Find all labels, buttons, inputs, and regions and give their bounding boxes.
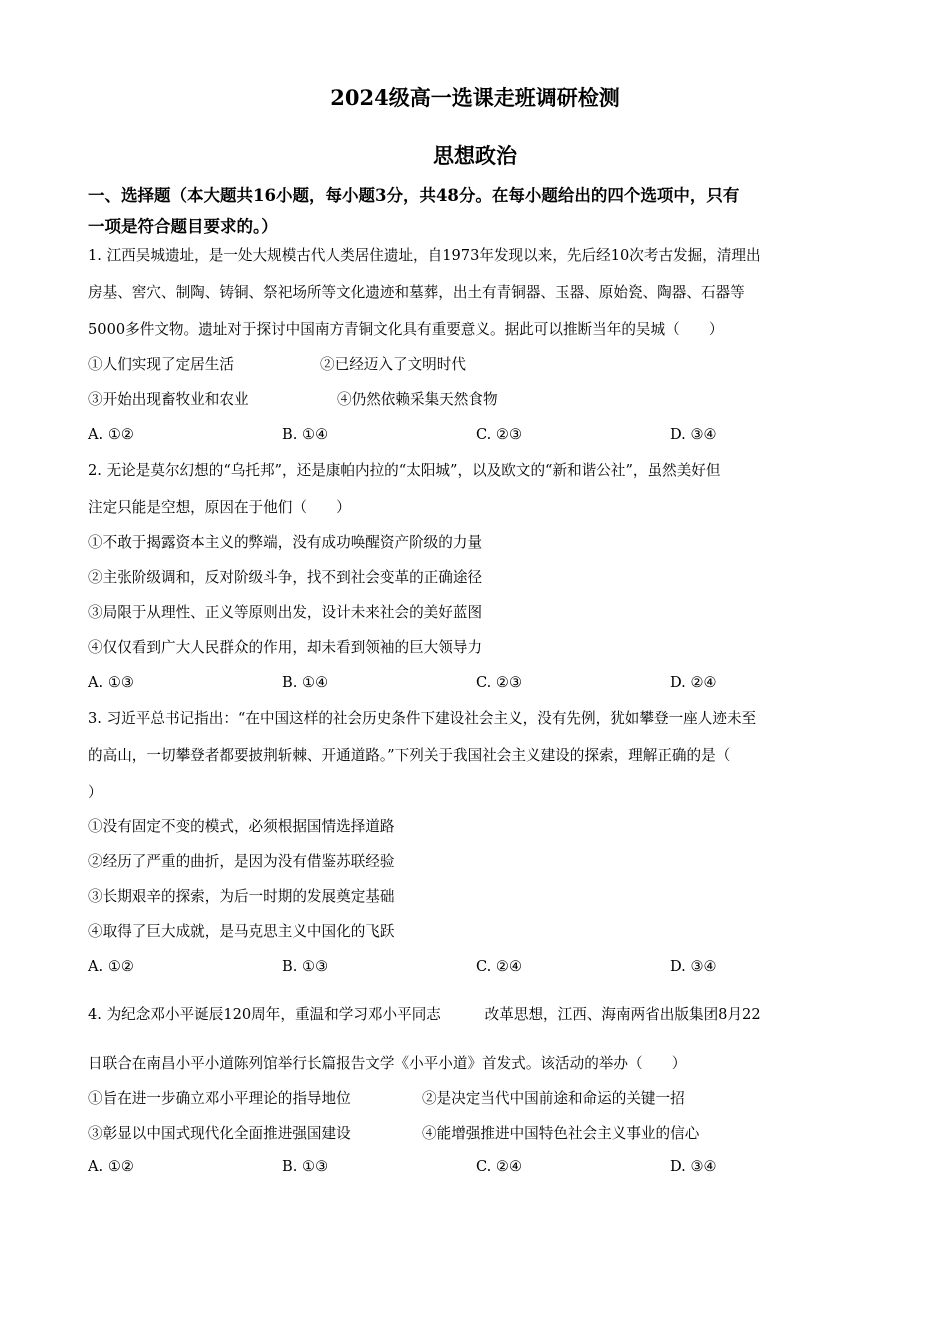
q3-item-3: ③长期艰辛的探索，为后一时期的发展奠定基础 [88,888,395,905]
section-heading-line-1: 一、选择题（本大题共16小题，每小题3分，共48分。在每小题给出的四个选项中，只有 [88,186,740,205]
subject-title: 思想政治 [433,143,517,168]
q4-choice-a: A. ①② [88,1158,134,1175]
q3-item-4: ④取得了巨大成就，是马克思主义中国化的飞跃 [88,923,395,940]
q4-item-2: ②是决定当代中国前途和命运的关键一招 [422,1090,685,1107]
q2-stem-line-1: 2. 无论是莫尔幻想的“乌托邦”，还是康帕内拉的“太阳城”，以及欧文的“新和谐公社”，虽然美好但 [88,462,721,479]
q1-item-2: ②已经迈入了文明时代 [320,356,466,373]
q1-choice-d: D. ③④ [670,426,717,443]
q3-stem-line-3: ） [88,784,103,801]
section-heading-line-2: 一项是符合题目要求的。） [88,217,278,236]
q1-choice-a: A. ①② [88,426,134,443]
q2-choice-d: D. ②④ [670,674,717,691]
q1-choice-b: B. ①④ [282,426,329,443]
q1-item-3: ③开始出现畜牧业和农业 [88,391,249,408]
q2-stem-line-2: 注定只能是空想，原因在于他们（ ） [88,499,351,516]
q3-choice-b: B. ①③ [282,958,329,975]
q1-choice-c: C. ②③ [476,426,523,443]
q1-stem-line-3: 5000多件文物。遗址对于探讨中国南方青铜文化具有重要意义。据此可以推断当年的吴城（ ） [88,321,724,338]
q3-choice-c: C. ②④ [476,958,523,975]
q2-item-2: ②主张阶级调和，反对阶级斗争，找不到社会变革的正确途径 [88,569,483,586]
q4-choice-c: C. ②④ [476,1158,523,1175]
q2-choice-b: B. ①④ [282,674,329,691]
q2-choice-a: A. ①③ [88,674,134,691]
q4-item-3: ③彰显以中国式现代化全面推进强国建设 [88,1125,351,1142]
q1-item-4: ④仍然依赖采集天然食物 [337,391,498,408]
q3-choice-d: D. ③④ [670,958,717,975]
q3-item-2: ②经历了严重的曲折，是因为没有借鉴苏联经验 [88,853,395,870]
q1-stem-line-1: 1. 江西吴城遗址，是一处大规模古代人类居住遗址，自1973年发现以来，先后经10次考古发掘，清理出 [88,247,761,264]
q2-item-4: ④仅仅看到广大人民群众的作用，却未看到领袖的巨大领导力 [88,639,483,656]
q3-stem-line-1: 3. 习近平总书记指出：“在中国这样的社会历史条件下建设社会主义，没有先例，犹如攀登一座人迹未至 [88,710,757,727]
q1-item-1: ①人们实现了定居生活 [88,356,234,373]
q4-stem-line-1: 4. 为纪念邓小平诞辰120周年，重温和学习邓小平同志 改革思想，江西、海南两省出版集团8月22 [88,1006,761,1023]
q4-stem-line-2: 日联合在南昌小平小道陈列馆举行长篇报告文学《小平小道》首发式。该活动的举办（ ） [88,1055,687,1072]
q2-choice-c: C. ②③ [476,674,523,691]
q2-item-1: ①不敢于揭露资本主义的弊端，没有成功唤醒资产阶级的力量 [88,534,483,551]
q3-choice-a: A. ①② [88,958,134,975]
q4-item-4: ④能增强推进中国特色社会主义事业的信心 [422,1125,700,1142]
q4-item-1: ①旨在进一步确立邓小平理论的指导地位 [88,1090,351,1107]
q4-choice-b: B. ①③ [282,1158,329,1175]
q2-item-3: ③局限于从理性、正义等原则出发，设计未来社会的美好蓝图 [88,604,483,621]
q1-stem-line-2: 房基、窖穴、制陶、铸铜、祭祀场所等文化遗迹和墓葬，出土有青铜器、玉器、原始瓷、陶器、石器等 [88,284,745,301]
q3-stem-line-2: 的高山，一切攀登者都要披荆斩棘、开通道路。”下列关于我国社会主义建设的探索，理解正确的是（ [88,747,731,764]
q3-item-1: ①没有固定不变的模式，必须根据国情选择道路 [88,818,395,835]
q4-choice-d: D. ③④ [670,1158,717,1175]
exam-title: 2024级高一选课走班调研检测 [330,85,620,110]
